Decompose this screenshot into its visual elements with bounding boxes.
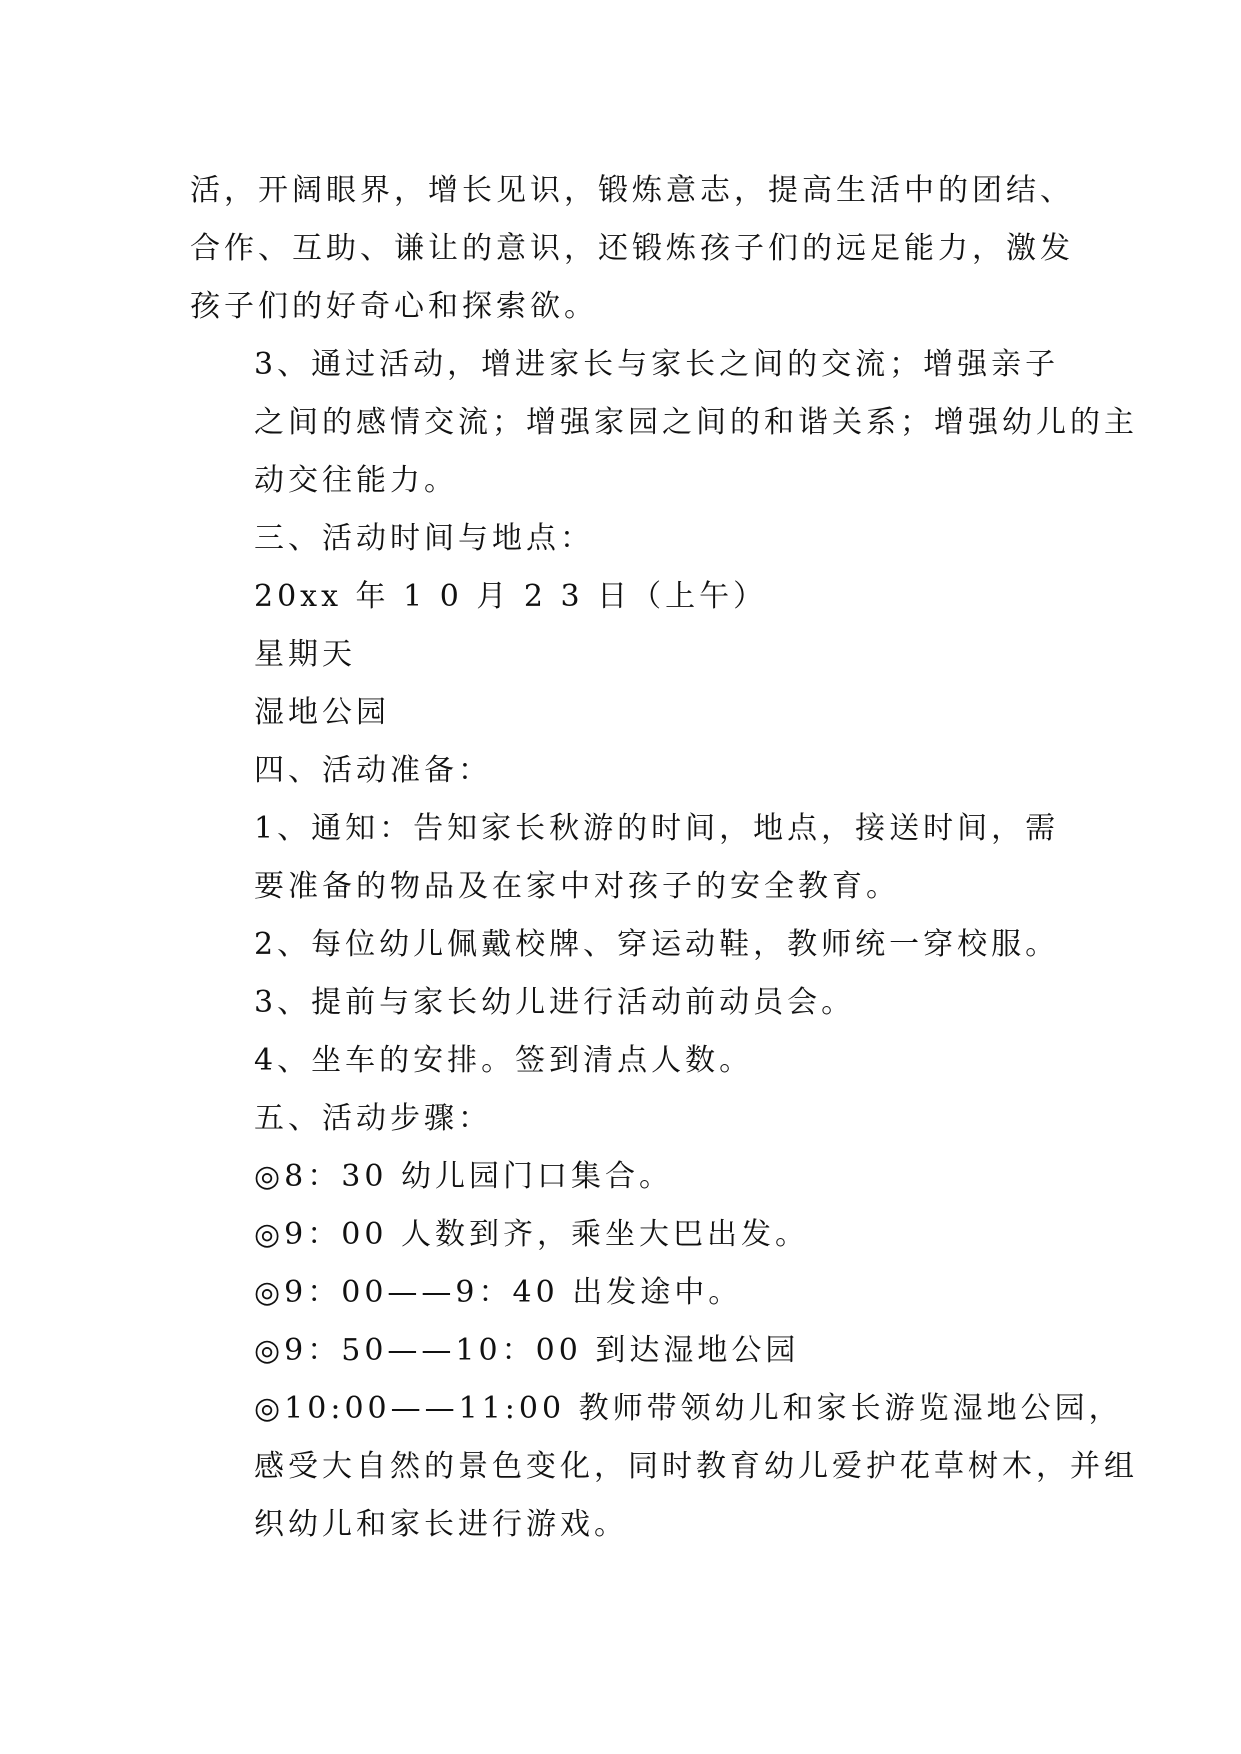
- text-line: 四、活动准备：: [254, 753, 492, 788]
- text-line: ◎9：00——9：40 出发途中。: [254, 1275, 743, 1310]
- paragraph: [190, 974, 1070, 1032]
- text-line: 1、通知：告知家长秋游的时间，地点，接送时间，需: [254, 811, 1060, 846]
- text-line: ◎8：30 幼儿园门口集合。: [254, 1159, 673, 1194]
- text-line: 4、坐车的安排。签到清点人数。: [254, 1043, 754, 1078]
- text-line: ◎10:00——11:00 教师带领幼儿和家长游览湿地公园，: [254, 1391, 1123, 1426]
- paragraph: [190, 626, 1070, 684]
- text-line: 孩子们的好奇心和探索欲。: [190, 289, 598, 324]
- paragraph: [190, 1206, 1070, 1264]
- text-line: 活，开阔眼界，增长见识，锻炼意志，提高生活中的团结、: [190, 173, 1074, 208]
- text-line: 之间的感情交流；增强家园之间的和谐关系；增强幼儿的主: [254, 405, 1138, 440]
- paragraph: [190, 510, 1070, 568]
- text-line: 3、通过活动，增进家长与家长之间的交流；增强亲子: [254, 347, 1060, 382]
- text-line: 3、提前与家长幼儿进行活动前动员会。: [254, 985, 856, 1020]
- text-line: 三、活动时间与地点：: [254, 521, 594, 556]
- paragraph: [190, 1032, 1070, 1090]
- text-line: 感受大自然的景色变化，同时教育幼儿爱护花草树木，并组: [254, 1449, 1138, 1484]
- paragraph: [190, 684, 1070, 742]
- text-line: 要准备的物品及在家中对孩子的安全教育。: [254, 869, 900, 904]
- text-line: 织幼儿和家长进行游戏。: [254, 1507, 628, 1542]
- paragraph: [190, 1322, 1070, 1380]
- text-line: 合作、互助、谦让的意识，还锻炼孩子们的远足能力，激发: [190, 231, 1074, 266]
- text-line: 2、每位幼儿佩戴校牌、穿运动鞋，教师统一穿校服。: [254, 927, 1060, 962]
- paragraph: [190, 568, 1070, 626]
- paragraph: [190, 1380, 1138, 1554]
- document-body: [190, 162, 1138, 1554]
- text-line: 星期天: [254, 637, 356, 672]
- paragraph: [190, 1090, 1070, 1148]
- text-line: ◎9：00 人数到齐，乘坐大巴出发。: [254, 1217, 809, 1252]
- text-line: 湿地公园: [254, 695, 390, 730]
- paragraph: [190, 162, 1074, 336]
- text-line: 20xx 年 1 0 月 2 3 日（上午）: [254, 579, 768, 614]
- paragraph: [190, 1264, 1070, 1322]
- paragraph: [190, 800, 1070, 916]
- paragraph: [190, 336, 1138, 510]
- text-line: 动交往能力。: [254, 463, 458, 498]
- paragraph: [190, 916, 1070, 974]
- paragraph: [190, 1148, 1070, 1206]
- text-line: 五、活动步骤：: [254, 1101, 492, 1136]
- text-line: ◎9：50——10：00 到达湿地公园: [254, 1333, 800, 1368]
- paragraph: [190, 742, 1070, 800]
